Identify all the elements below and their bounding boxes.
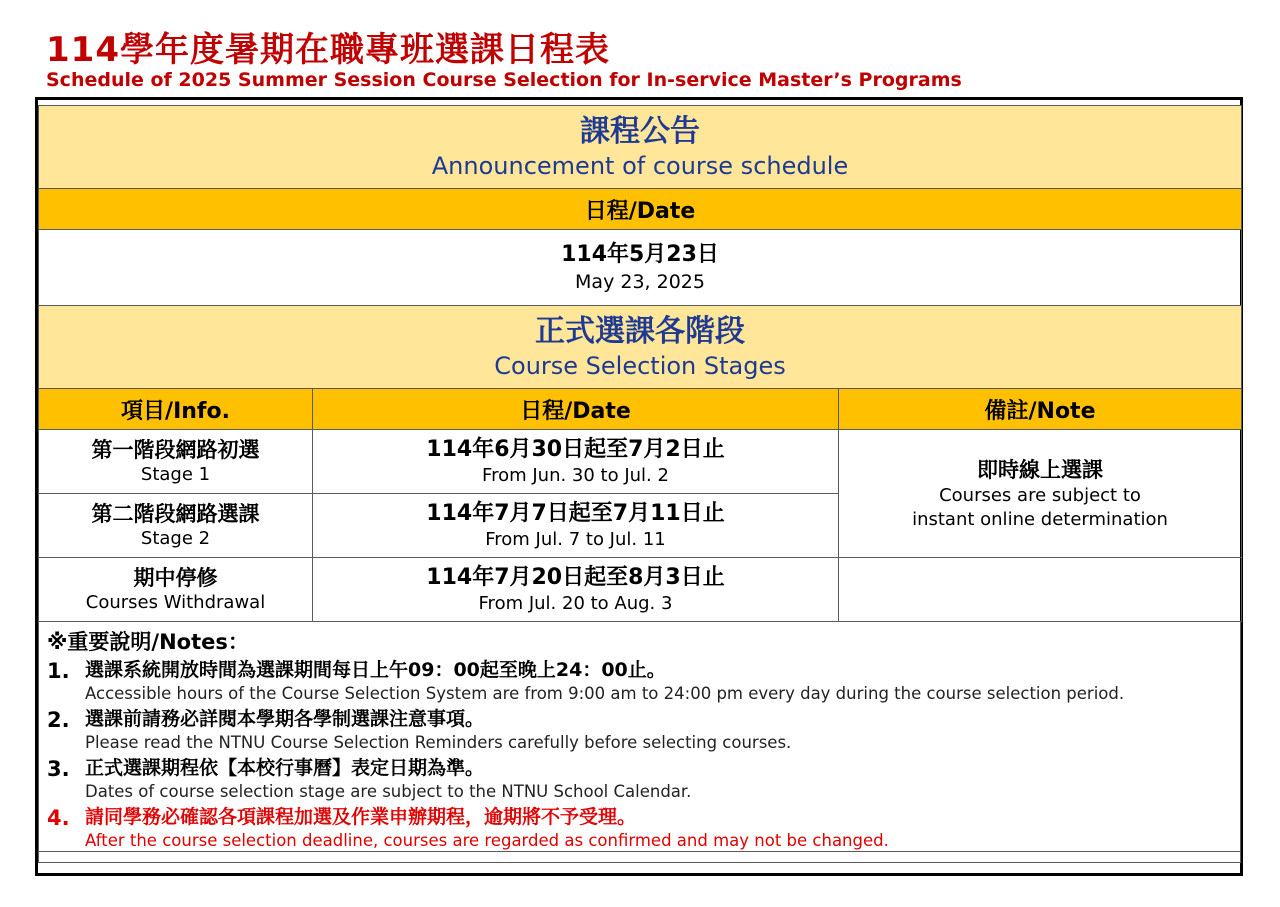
announcement-date-zh: 114年5月23日	[561, 241, 719, 267]
page-title-zh: 114學年度暑期在職專班選課日程表	[46, 30, 610, 70]
notes-divider	[39, 851, 1240, 852]
announcement-section-header	[39, 106, 1242, 189]
stage-note-en-line1: Courses are subject to	[939, 484, 1141, 506]
announcement-date-header	[39, 189, 1242, 230]
stages-title-en: Course Selection Stages	[494, 352, 786, 380]
page-title-en: Schedule of 2025 Summer Session Course Selection for In-service Master’s Programs	[46, 69, 962, 91]
note-text-en: Accessible hours of the Course Selection System are from 9:00 am to 24:00 pm every day during the course selection period.	[85, 684, 1125, 703]
announcement-date-row	[39, 230, 1242, 306]
stage-date-en: From Jul. 7 to Jul. 11	[485, 528, 666, 550]
note-text-zh: 選課前請務必詳閱本學期各學制選課注意事項。	[85, 708, 485, 730]
note-text-en-warning: After the course selection deadline, courses are regarded as confirmed and may not be changed.	[85, 831, 889, 850]
stage-note-zh: 即時線上選課	[977, 457, 1103, 482]
stage-item-zh: 期中停修	[133, 565, 218, 590]
note-text-zh: 正式選課期程依【本校行事曆】表定日期為準。	[85, 757, 485, 779]
stage-date-en: From Jul. 20 to Aug. 3	[478, 592, 673, 614]
stages-column-headers	[39, 389, 1242, 430]
announcement-title-en: Announcement of course schedule	[431, 152, 849, 180]
stages-title-zh: 正式選課各階段	[535, 314, 745, 349]
stage-note-empty	[839, 558, 1242, 622]
list-item	[47, 658, 1240, 705]
column-header-note: 備註/Note	[839, 389, 1242, 430]
note-number: 4.	[47, 806, 70, 830]
stage-note-en-line2: instant online determination	[912, 508, 1168, 530]
stage-item-en: Courses Withdrawal	[85, 591, 266, 613]
table-row	[39, 430, 1242, 494]
schedule-table-wrapper	[38, 105, 1241, 863]
stages-section-header	[39, 306, 1242, 389]
table-row	[39, 558, 1242, 622]
stage-item-zh: 第一階段網路初選	[91, 437, 260, 462]
note-text-en: Dates of course selection stage are subject to the NTNU School Calendar.	[85, 782, 692, 801]
column-header-info: 項目/Info.	[39, 389, 313, 430]
list-item	[47, 805, 1240, 852]
stage-item-en: Stage 2	[140, 527, 211, 549]
announcement-date-label: 日程/Date	[39, 189, 1242, 230]
stage-note-cell	[839, 430, 1242, 558]
note-text-zh: 選課系統開放時間為選課期間每日上午09：00起至晚上24：00止。	[85, 659, 666, 681]
note-number: 1.	[47, 659, 70, 683]
stage-date-zh: 114年7月7日起至7月11日止	[426, 500, 725, 526]
note-number: 2.	[47, 708, 70, 732]
list-item	[47, 707, 1240, 754]
stage-item-en: Stage 1	[140, 463, 211, 485]
notes-heading: ※重要說明/Notes：	[47, 630, 249, 654]
stage-date-en: From Jun. 30 to Jul. 2	[482, 464, 669, 486]
schedule-table	[38, 105, 1242, 622]
stage-date-zh: 114年7月20日起至8月3日止	[426, 564, 725, 590]
announcement-date-en: May 23, 2025	[575, 270, 705, 293]
note-number: 3.	[47, 757, 70, 781]
stage-date-zh: 114年6月30日起至7月2日止	[426, 436, 725, 462]
note-text-en: Please read the NTNU Course Selection Reminders carefully before selecting courses.	[85, 733, 792, 752]
column-header-date: 日程/Date	[313, 389, 839, 430]
announcement-title-zh: 課程公告	[580, 114, 700, 149]
notes-section	[38, 622, 1241, 863]
stage-item-zh: 第二階段網路選課	[91, 501, 260, 526]
note-text-zh-warning: 請同學務必確認各項課程加選及作業申辦期程，逾期將不予受理。	[85, 806, 637, 828]
list-item	[47, 756, 1240, 803]
